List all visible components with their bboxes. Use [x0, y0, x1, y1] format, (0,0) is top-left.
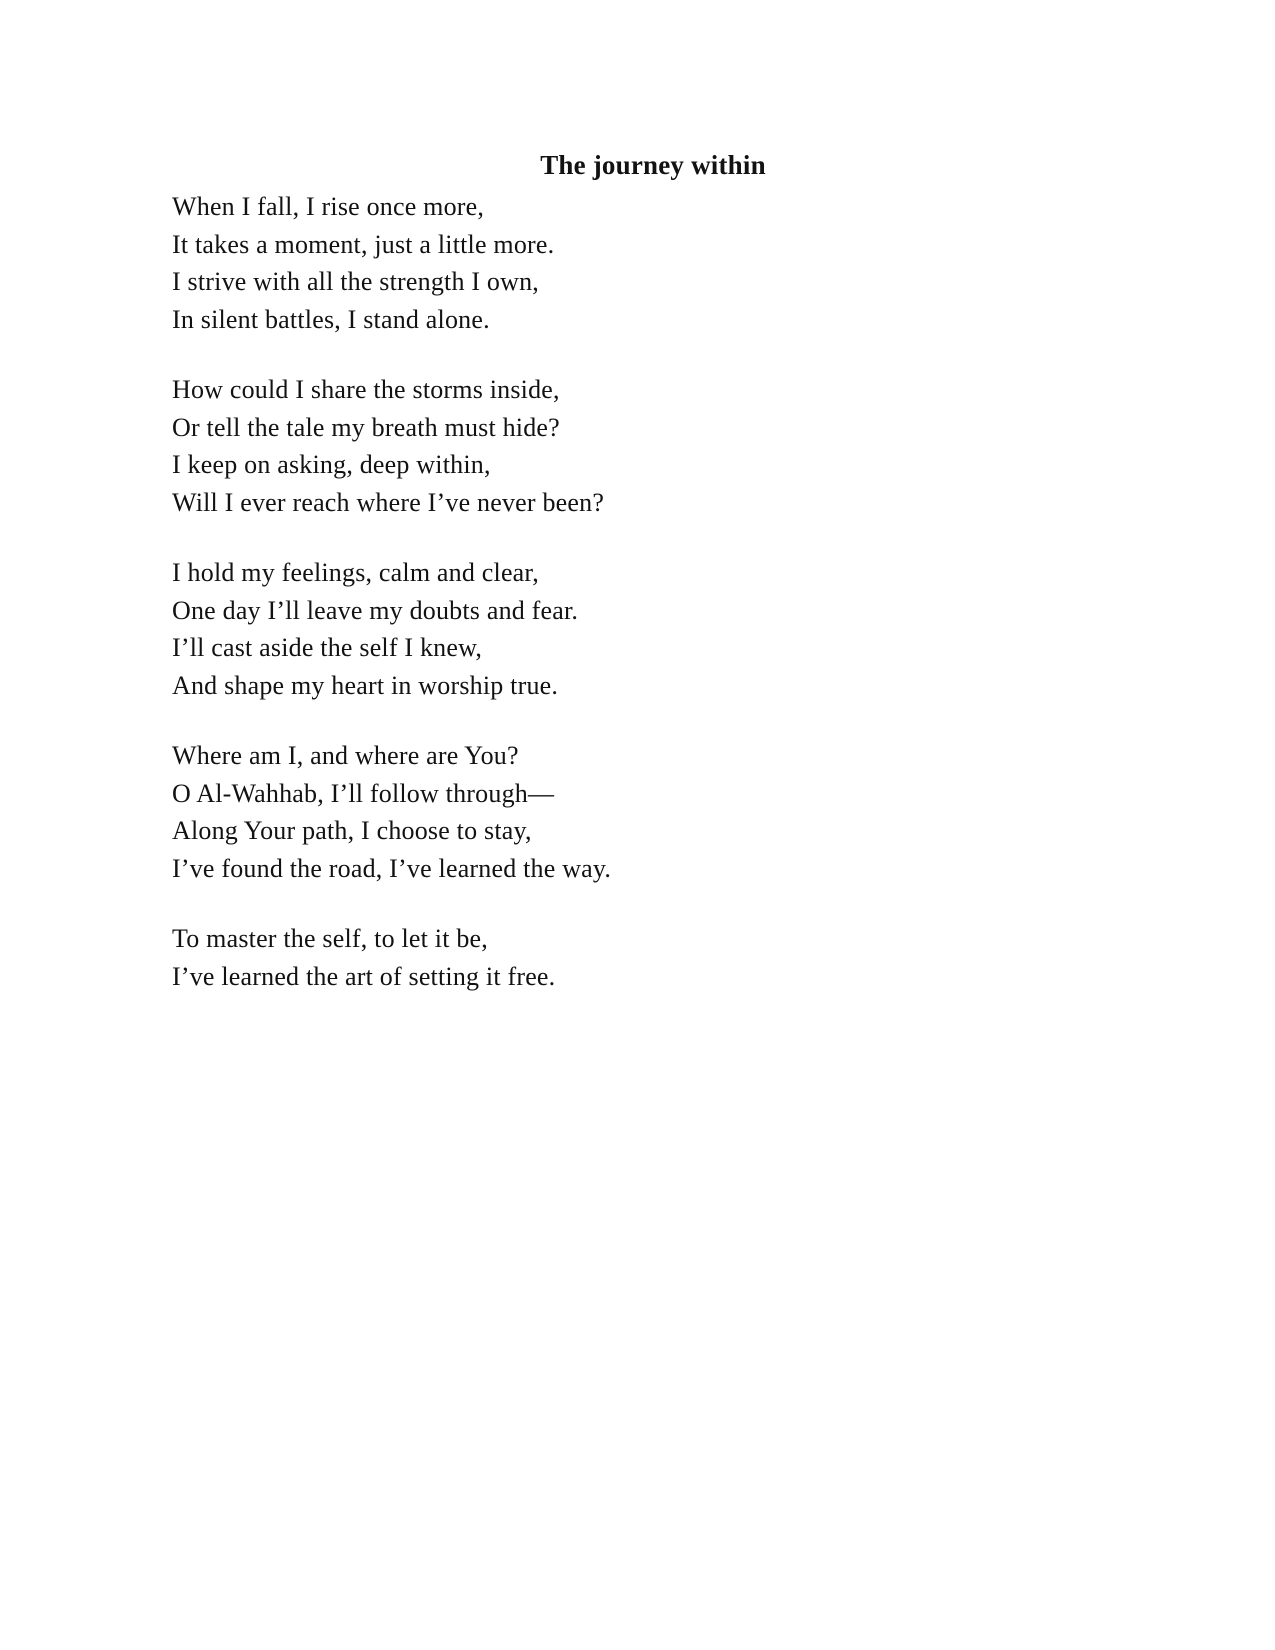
poem-line: One day I’ll leave my doubts and fear.: [172, 595, 579, 625]
poem-stanza: [172, 920, 1134, 995]
poem-line: I keep on asking, deep within,: [172, 450, 491, 479]
poem-line: I hold my feelings, calm and clear,: [172, 558, 539, 587]
poem-stanza: [172, 737, 1134, 887]
poem-line: When I fall, I rise once more,: [172, 192, 485, 221]
poem-stanza: [172, 554, 1134, 704]
poem-title: The journey within: [540, 150, 766, 180]
poem-line: Or tell the tale my breath must hide?: [172, 412, 560, 442]
poem-stanza: [172, 371, 1134, 521]
poem-content: [172, 146, 1134, 995]
poem-stanza: [172, 188, 1134, 338]
poem-line: And shape my heart in worship true.: [172, 670, 559, 700]
poem-line: To master the self, to let it be,: [172, 924, 488, 953]
poem-line: I’ve learned the art of setting it free.: [172, 961, 556, 991]
poem-line: Where am I, and where are You?: [172, 741, 519, 770]
poem-line: O Al-Wahhab, I’ll follow through—: [172, 778, 555, 808]
poem-line: I’ll cast aside the self I knew,: [172, 633, 483, 662]
poem-line: I’ve found the road, I’ve learned the way.: [172, 853, 612, 883]
poem-line: I strive with all the strength I own,: [172, 267, 539, 296]
poem-line: In silent battles, I stand alone.: [172, 304, 490, 334]
poem-line: Along Your path, I choose to stay,: [172, 816, 532, 845]
poem-line: It takes a moment, just a little more.: [172, 229, 555, 259]
poem-line: Will I ever reach where I’ve never been?: [172, 487, 605, 517]
poem-line: How could I share the storms inside,: [172, 375, 560, 404]
